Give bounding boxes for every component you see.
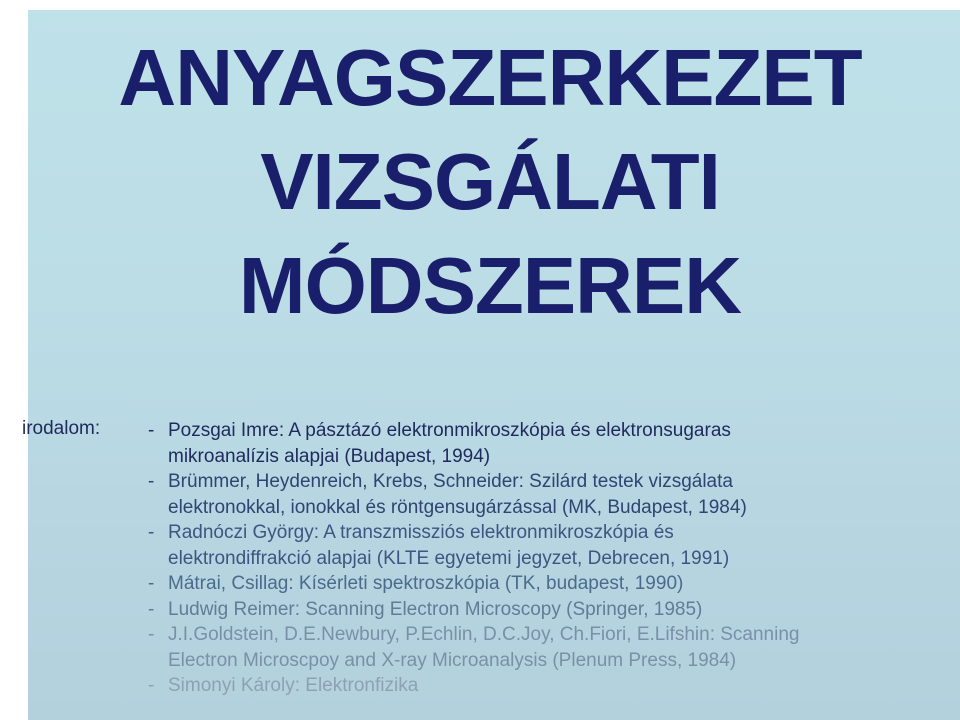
literature-label: irodalom: <box>22 418 101 439</box>
reference-text-line: Electron Microscpoy and X-ray Microanalysis (Plenum Press, 1984) <box>168 649 737 671</box>
reference-list <box>148 418 948 699</box>
reference-dash: - <box>148 598 155 620</box>
reference-dash: - <box>148 675 155 696</box>
reference-text-line: J.I.Goldstein, D.E.Newbury, P.Echlin, D.C.Joy, Ch.Fiori, E.Lifshin: Scanning <box>168 624 800 645</box>
reference-item <box>148 597 948 623</box>
reference-text-line: Ludwig Reimer: Scanning Electron Microscopy (Springer, 1985) <box>168 598 703 620</box>
reference-text-line: Pozsgai Imre: A pásztázó elektronmikroszkópia és elektronsugaras <box>168 420 731 441</box>
reference-item <box>148 571 948 597</box>
reference-dash: - <box>148 471 155 492</box>
reference-text-line: Simonyi Károly: Elektronfizika <box>168 675 419 696</box>
reference-dash: - <box>148 420 155 441</box>
reference-item <box>148 469 948 520</box>
reference-text-line: Mátrai, Csillag: Kísérleti spektroszkópia (TK, budapest, 1990) <box>168 573 684 594</box>
title-line-1: ANYAGSZERKEZET <box>118 33 862 122</box>
page-title <box>40 26 940 338</box>
reference-item <box>148 520 948 571</box>
reference-dash: - <box>148 624 155 645</box>
reference-text-line: mikroanalízis alapjai (Budapest, 1994) <box>168 445 491 467</box>
reference-text-line: elektronokkal, ionokkal és röntgensugárzással (MK, Budapest, 1984) <box>168 496 747 518</box>
reference-item <box>148 418 948 469</box>
slide-left-border <box>0 0 28 720</box>
reference-dash: - <box>148 522 155 543</box>
reference-item <box>148 673 948 699</box>
title-line-2: VIZSGÁLATI <box>260 137 720 226</box>
slide-top-border <box>0 0 960 10</box>
reference-text-line: Brümmer, Heydenreich, Krebs, Schneider: Szilárd testek vizsgálata <box>168 471 733 492</box>
reference-dash: - <box>148 573 155 594</box>
reference-text-line: elektrondiffrakció alapjai (KLTE egyetemi jegyzet, Debrecen, 1991) <box>168 547 730 569</box>
reference-text-line: Radnóczi György: A transzmissziós elektronmikroszkópia és <box>168 522 674 543</box>
reference-item <box>148 622 948 673</box>
title-line-3: MÓDSZEREK <box>238 241 742 330</box>
